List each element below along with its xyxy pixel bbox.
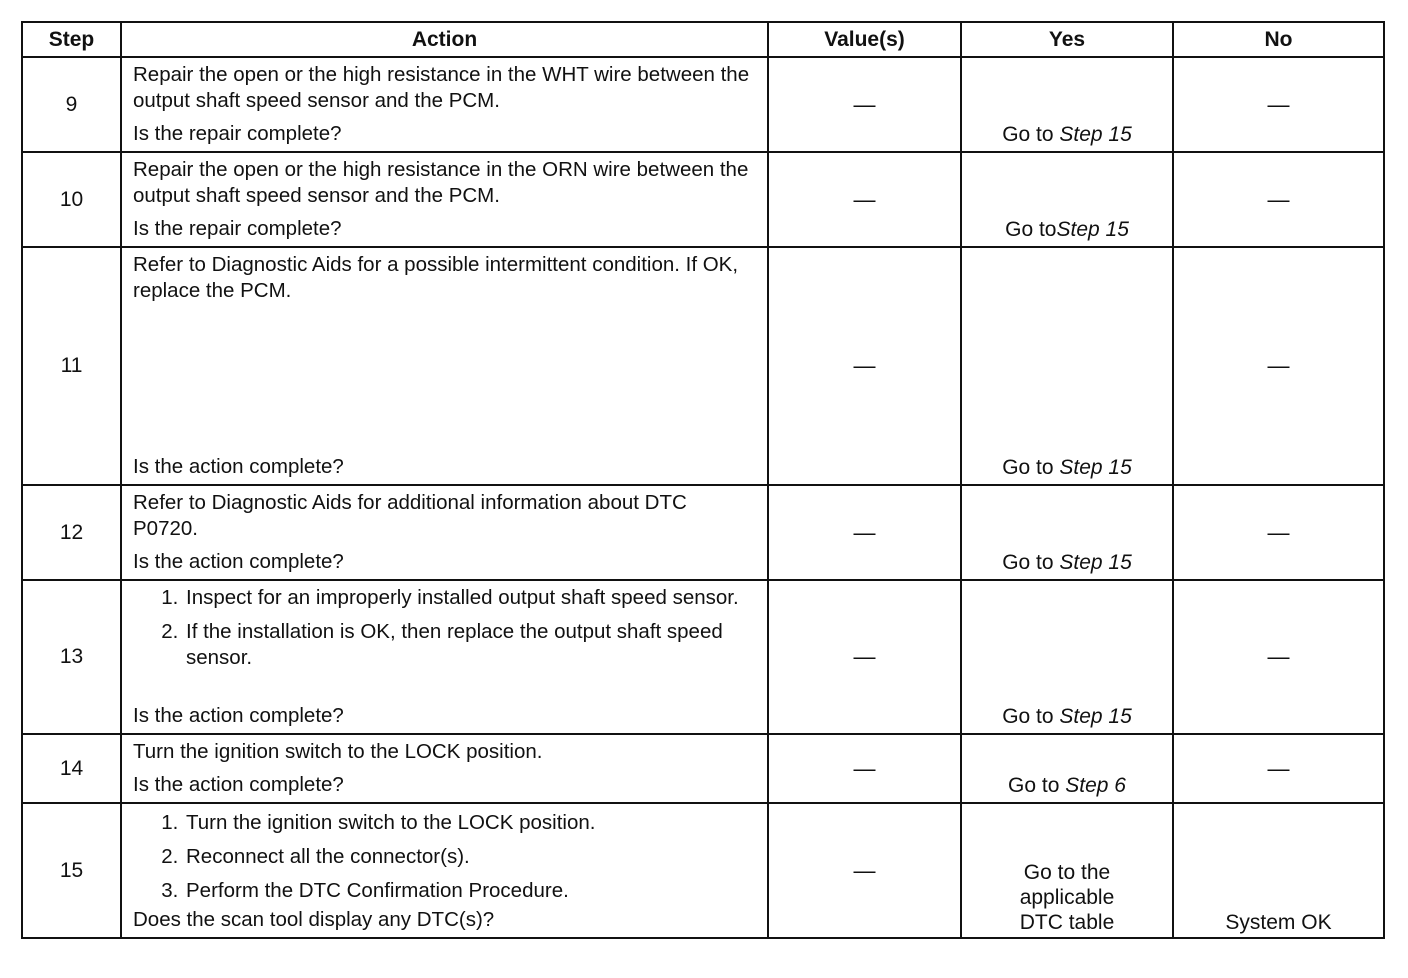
table-row xyxy=(22,247,1384,485)
no-cell: — xyxy=(1173,57,1384,152)
yes-prefix: Go to xyxy=(1005,218,1057,241)
yes-prefix: Go to xyxy=(1002,456,1060,479)
value-cell: — xyxy=(768,152,961,247)
step-number: 13 xyxy=(22,580,121,734)
yes-line: Go to the xyxy=(1023,861,1111,884)
action-description: Turn the ignition switch to the LOCK position. xyxy=(133,740,543,763)
action-question: Is the repair complete? xyxy=(133,122,342,145)
action-cell xyxy=(121,485,768,580)
yes-step-link: Step 15 xyxy=(1059,551,1132,574)
action-description: Refer to Diagnostic Aids for a possible intermittent condition. If OK, replace the PCM. xyxy=(133,253,739,302)
header-values: Value(s) xyxy=(768,22,961,57)
step-number: 11 xyxy=(22,247,121,485)
step-number: 15 xyxy=(22,803,121,938)
yes-prefix: Go to xyxy=(1002,705,1060,728)
yes-cell xyxy=(961,247,1173,485)
action-cell xyxy=(121,247,768,485)
yes-cell xyxy=(961,734,1173,803)
yes-prefix: Go to xyxy=(1008,774,1066,797)
action-question: Is the action complete? xyxy=(133,455,344,478)
list-item: 3. Perform the DTC Confirmation Procedure. xyxy=(184,878,757,904)
yes-step-link: Step 15 xyxy=(1059,123,1132,146)
action-question: Is the action complete? xyxy=(133,550,344,573)
action-cell xyxy=(121,803,768,938)
header-yes: Yes xyxy=(961,22,1173,57)
no-cell xyxy=(1173,803,1384,938)
value-cell: — xyxy=(768,803,961,938)
table-row xyxy=(22,152,1384,247)
action-question: Is the action complete? xyxy=(133,773,344,796)
no-cell: — xyxy=(1173,247,1384,485)
step-number: 10 xyxy=(22,152,121,247)
yes-step-link: Step 6 xyxy=(1065,774,1126,797)
no-cell: — xyxy=(1173,485,1384,580)
yes-cell xyxy=(961,57,1173,152)
yes-line: applicable xyxy=(1019,886,1115,909)
table-row xyxy=(22,57,1384,152)
action-description: Repair the open or the high resistance in the WHT wire between the output shaft speed sensor and the PCM. xyxy=(133,63,750,112)
list-item: 2. Reconnect all the connector(s). xyxy=(184,844,757,870)
action-question: Is the action complete? xyxy=(133,704,344,727)
header-step: Step xyxy=(22,22,121,57)
no-result: System OK xyxy=(1225,911,1332,934)
yes-step-link: Step 15 xyxy=(1056,218,1129,241)
list-item: 2. If the installation is OK, then replace the output shaft speed sensor. xyxy=(184,619,757,671)
step-number: 12 xyxy=(22,485,121,580)
action-question: Is the repair complete? xyxy=(133,217,342,240)
action-cell xyxy=(121,734,768,803)
yes-cell xyxy=(961,580,1173,734)
yes-cell xyxy=(961,803,1173,938)
action-description: Repair the open or the high resistance in the ORN wire between the output shaft speed sensor and the PCM. xyxy=(133,158,749,207)
list-item: 1. Inspect for an improperly installed output shaft speed sensor. xyxy=(184,585,757,611)
action-steps-list xyxy=(122,581,767,671)
action-cell xyxy=(121,57,768,152)
yes-step-link: Step 15 xyxy=(1059,456,1132,479)
no-cell: — xyxy=(1173,152,1384,247)
action-question: Does the scan tool display any DTC(s)? xyxy=(133,908,495,931)
header-action: Action xyxy=(121,22,768,57)
value-cell: — xyxy=(768,485,961,580)
action-cell xyxy=(121,580,768,734)
yes-step-link: Step 15 xyxy=(1059,705,1132,728)
yes-prefix: Go to xyxy=(1002,551,1060,574)
yes-line: DTC table xyxy=(1019,911,1115,934)
yes-prefix: Go to xyxy=(1002,123,1060,146)
value-cell: — xyxy=(768,57,961,152)
step-number: 9 xyxy=(22,57,121,152)
table-row xyxy=(22,580,1384,734)
header-row xyxy=(22,22,1384,57)
action-description: Refer to Diagnostic Aids for additional information about DTC P0720. xyxy=(133,491,687,540)
no-cell: — xyxy=(1173,580,1384,734)
table-row xyxy=(22,803,1384,938)
header-no: No xyxy=(1173,22,1384,57)
action-steps-list xyxy=(122,804,767,904)
step-number: 14 xyxy=(22,734,121,803)
yes-cell xyxy=(961,485,1173,580)
value-cell: — xyxy=(768,247,961,485)
table-row xyxy=(22,734,1384,803)
table-row xyxy=(22,485,1384,580)
diagnostic-table xyxy=(21,21,1385,939)
list-item: 1. Turn the ignition switch to the LOCK position. xyxy=(184,810,757,836)
value-cell: — xyxy=(768,580,961,734)
yes-cell xyxy=(961,152,1173,247)
no-cell: — xyxy=(1173,734,1384,803)
action-cell xyxy=(121,152,768,247)
value-cell: — xyxy=(768,734,961,803)
